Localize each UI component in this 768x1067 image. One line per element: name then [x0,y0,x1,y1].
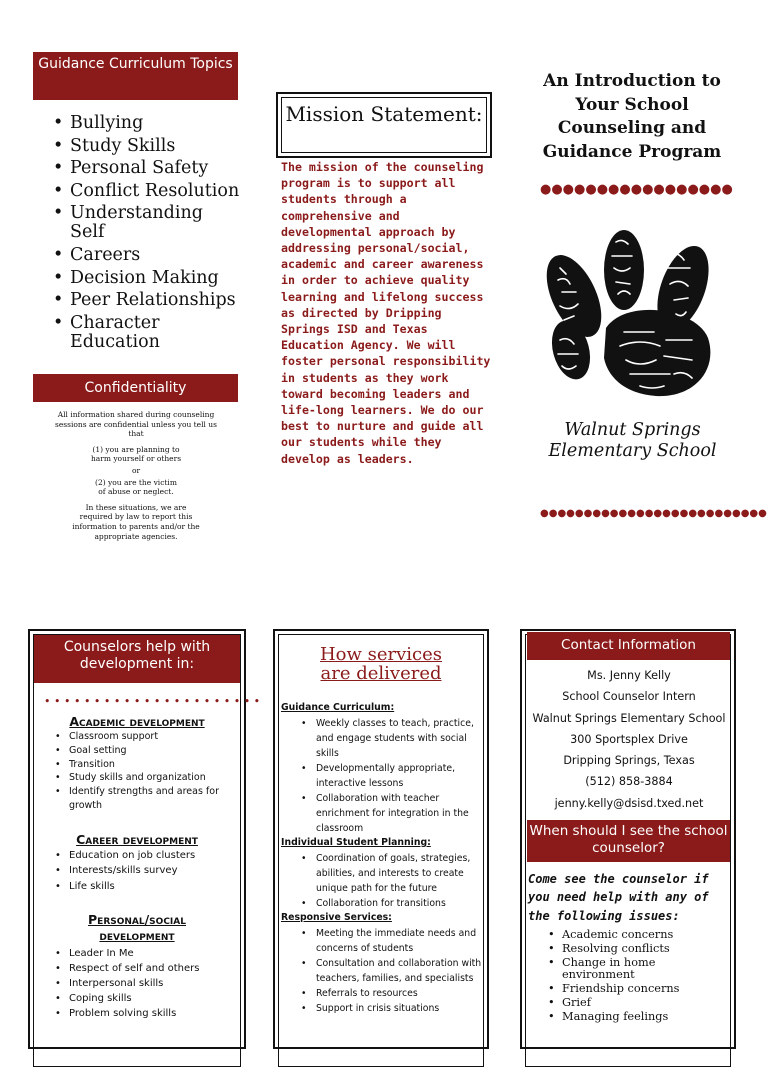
list-item: • Coping skills [48,991,238,1006]
confidentiality-condition-1: (1) you are planning to harm yourself or others [90,444,182,464]
list-item: • Friendship concerns [528,983,733,995]
list-item: • Academic concerns [528,929,733,941]
list-item: • Careers [50,246,250,265]
when-to-see-header: When should I see the school counselor? [527,820,730,862]
guidance-curriculum-list [281,716,486,836]
list-item: • Interests/skills survey [48,863,238,878]
confidentiality-header: Confidentiality [33,374,238,402]
list-item: • Problem solving skills [48,1006,238,1021]
list-item: • Understanding Self [50,204,210,242]
list-item: • Respect of self and others [48,961,238,976]
list-item: • Peer Relationships [50,291,250,310]
issues-list [528,929,733,1025]
mission-title-box [276,92,492,158]
counselor-name: Ms. Jenny Kelly [587,669,671,682]
list-item: • Support in crisis situations [281,1001,486,1016]
contact-email[interactable]: jenny.kelly@dsisd.txed.net [554,796,704,810]
responsive-services-list [281,926,486,1016]
dot-divider-development: • • • • • • • • • • • • • • • • • • • • • • [44,695,261,708]
academic-development-list [48,730,238,813]
confidentiality-text [30,410,242,547]
list-item: • Grief [528,997,733,1009]
list-item: • Referrals to resources [281,986,486,1001]
services-title: How services are delivered [319,644,443,684]
confidentiality-intro: All information shared during counseling sessions are confidential unless you tell us that [55,410,217,439]
contact-school: Walnut Springs Elementary School [532,711,726,725]
list-item: • Resolving conflicts [528,943,733,955]
career-development-title: Career development [76,832,198,847]
counselor-role: School Counselor Intern [562,690,696,704]
mission-title: Mission Statement: [281,97,487,153]
list-item: • Character Education [50,314,190,352]
list-item: • Meeting the immediate needs and concerns of students [281,926,486,956]
list-item: • Identify strengths and areas for growth [48,785,238,813]
development-header: Counselors help with development in: [34,635,240,683]
list-item: • Collaboration for transitions [281,896,486,911]
confidentiality-legal: In these situations, we are required by law to report this information to parents and/or the appropriate agencies. [72,502,200,541]
contact-details [524,665,734,814]
list-item: • Conflict Resolution [50,182,250,201]
when-to-see-intro: Come see the counselor if you need help with any of the following issues: [528,872,709,923]
contact-city: Dripping Springs, Texas [563,754,695,768]
paw-print-logo-icon [546,228,716,408]
list-item: • Developmentally appropriate, interactive lessons [281,761,486,791]
school-name: Walnut Springs Elementary School [548,420,717,461]
list-item: • Personal Safety [50,159,250,178]
contact-phone: (512) 858-3884 [585,775,673,789]
personal-social-development-title: Personal/social development [88,912,186,943]
list-item: • Change in home environment [528,957,672,980]
mission-statement-text: The mission of the counseling program is to support all students through a comprehensive and developmental approach by addressing personal/social, academic and career awareness in order to achieve quality learning and lifelong success as directed by Dripping Springs ISD and Texas Education Agency. We will foster personal responsibility in students as they work toward becoming leaders and life-long learners. We do our best to nurture and guide all our students while they develop as leaders. [281,160,491,466]
list-item: • Bullying [50,114,250,133]
academic-development-title: Academic development [69,714,205,729]
career-development-list [48,848,238,894]
list-item: • Goal setting [48,744,238,758]
brochure-title: An Introduction to Your School Counseling and Guidance Program [542,71,722,162]
dot-divider-bottom: ●●●●●●●●●●●●●●●●●●●●●●●●●● [540,508,767,519]
list-item: • Coordination of goals, strategies, abilities, and interests to create unique path for the future [281,851,486,896]
list-item: • Interpersonal skills [48,976,238,991]
dot-divider-top: ●●●●●●●●●●●●●●●●● [540,182,733,197]
individual-student-planning-list [281,851,486,911]
topics-header: Guidance Curriculum Topics [33,52,238,100]
responsive-services-heading: Responsive Services: [281,912,392,923]
contact-street: 300 Sportsplex Drive [570,732,688,746]
confidentiality-condition-2: (2) you are the victim of abuse or neglect. [95,477,177,497]
list-item: • Weekly classes to teach, practice, and engage students with social skills [281,716,486,761]
list-item: • Managing feelings [528,1011,733,1023]
list-item: • Leader In Me [48,946,238,961]
list-item: • Decision Making [50,269,250,288]
list-item: • Education on job clusters [48,848,238,863]
list-item: • Transition [48,758,238,772]
contact-header: Contact Information [527,632,730,660]
topics-list [50,114,250,355]
list-item: • Classroom support [48,730,238,744]
list-item: • Study skills and organization [48,771,238,785]
guidance-curriculum-heading: Guidance Curriculum: [281,702,395,713]
list-item: • Study Skills [50,137,250,156]
list-item: • Life skills [48,879,238,894]
individual-student-planning-heading: Individual Student Planning: [281,837,431,848]
list-item: • Consultation and collaboration with teachers, families, and specialists [281,956,486,986]
personal-social-development-list [48,946,238,1021]
list-item: • Collaboration with teacher enrichment for integration in the classroom [281,791,486,836]
confidentiality-or: or [131,465,141,475]
